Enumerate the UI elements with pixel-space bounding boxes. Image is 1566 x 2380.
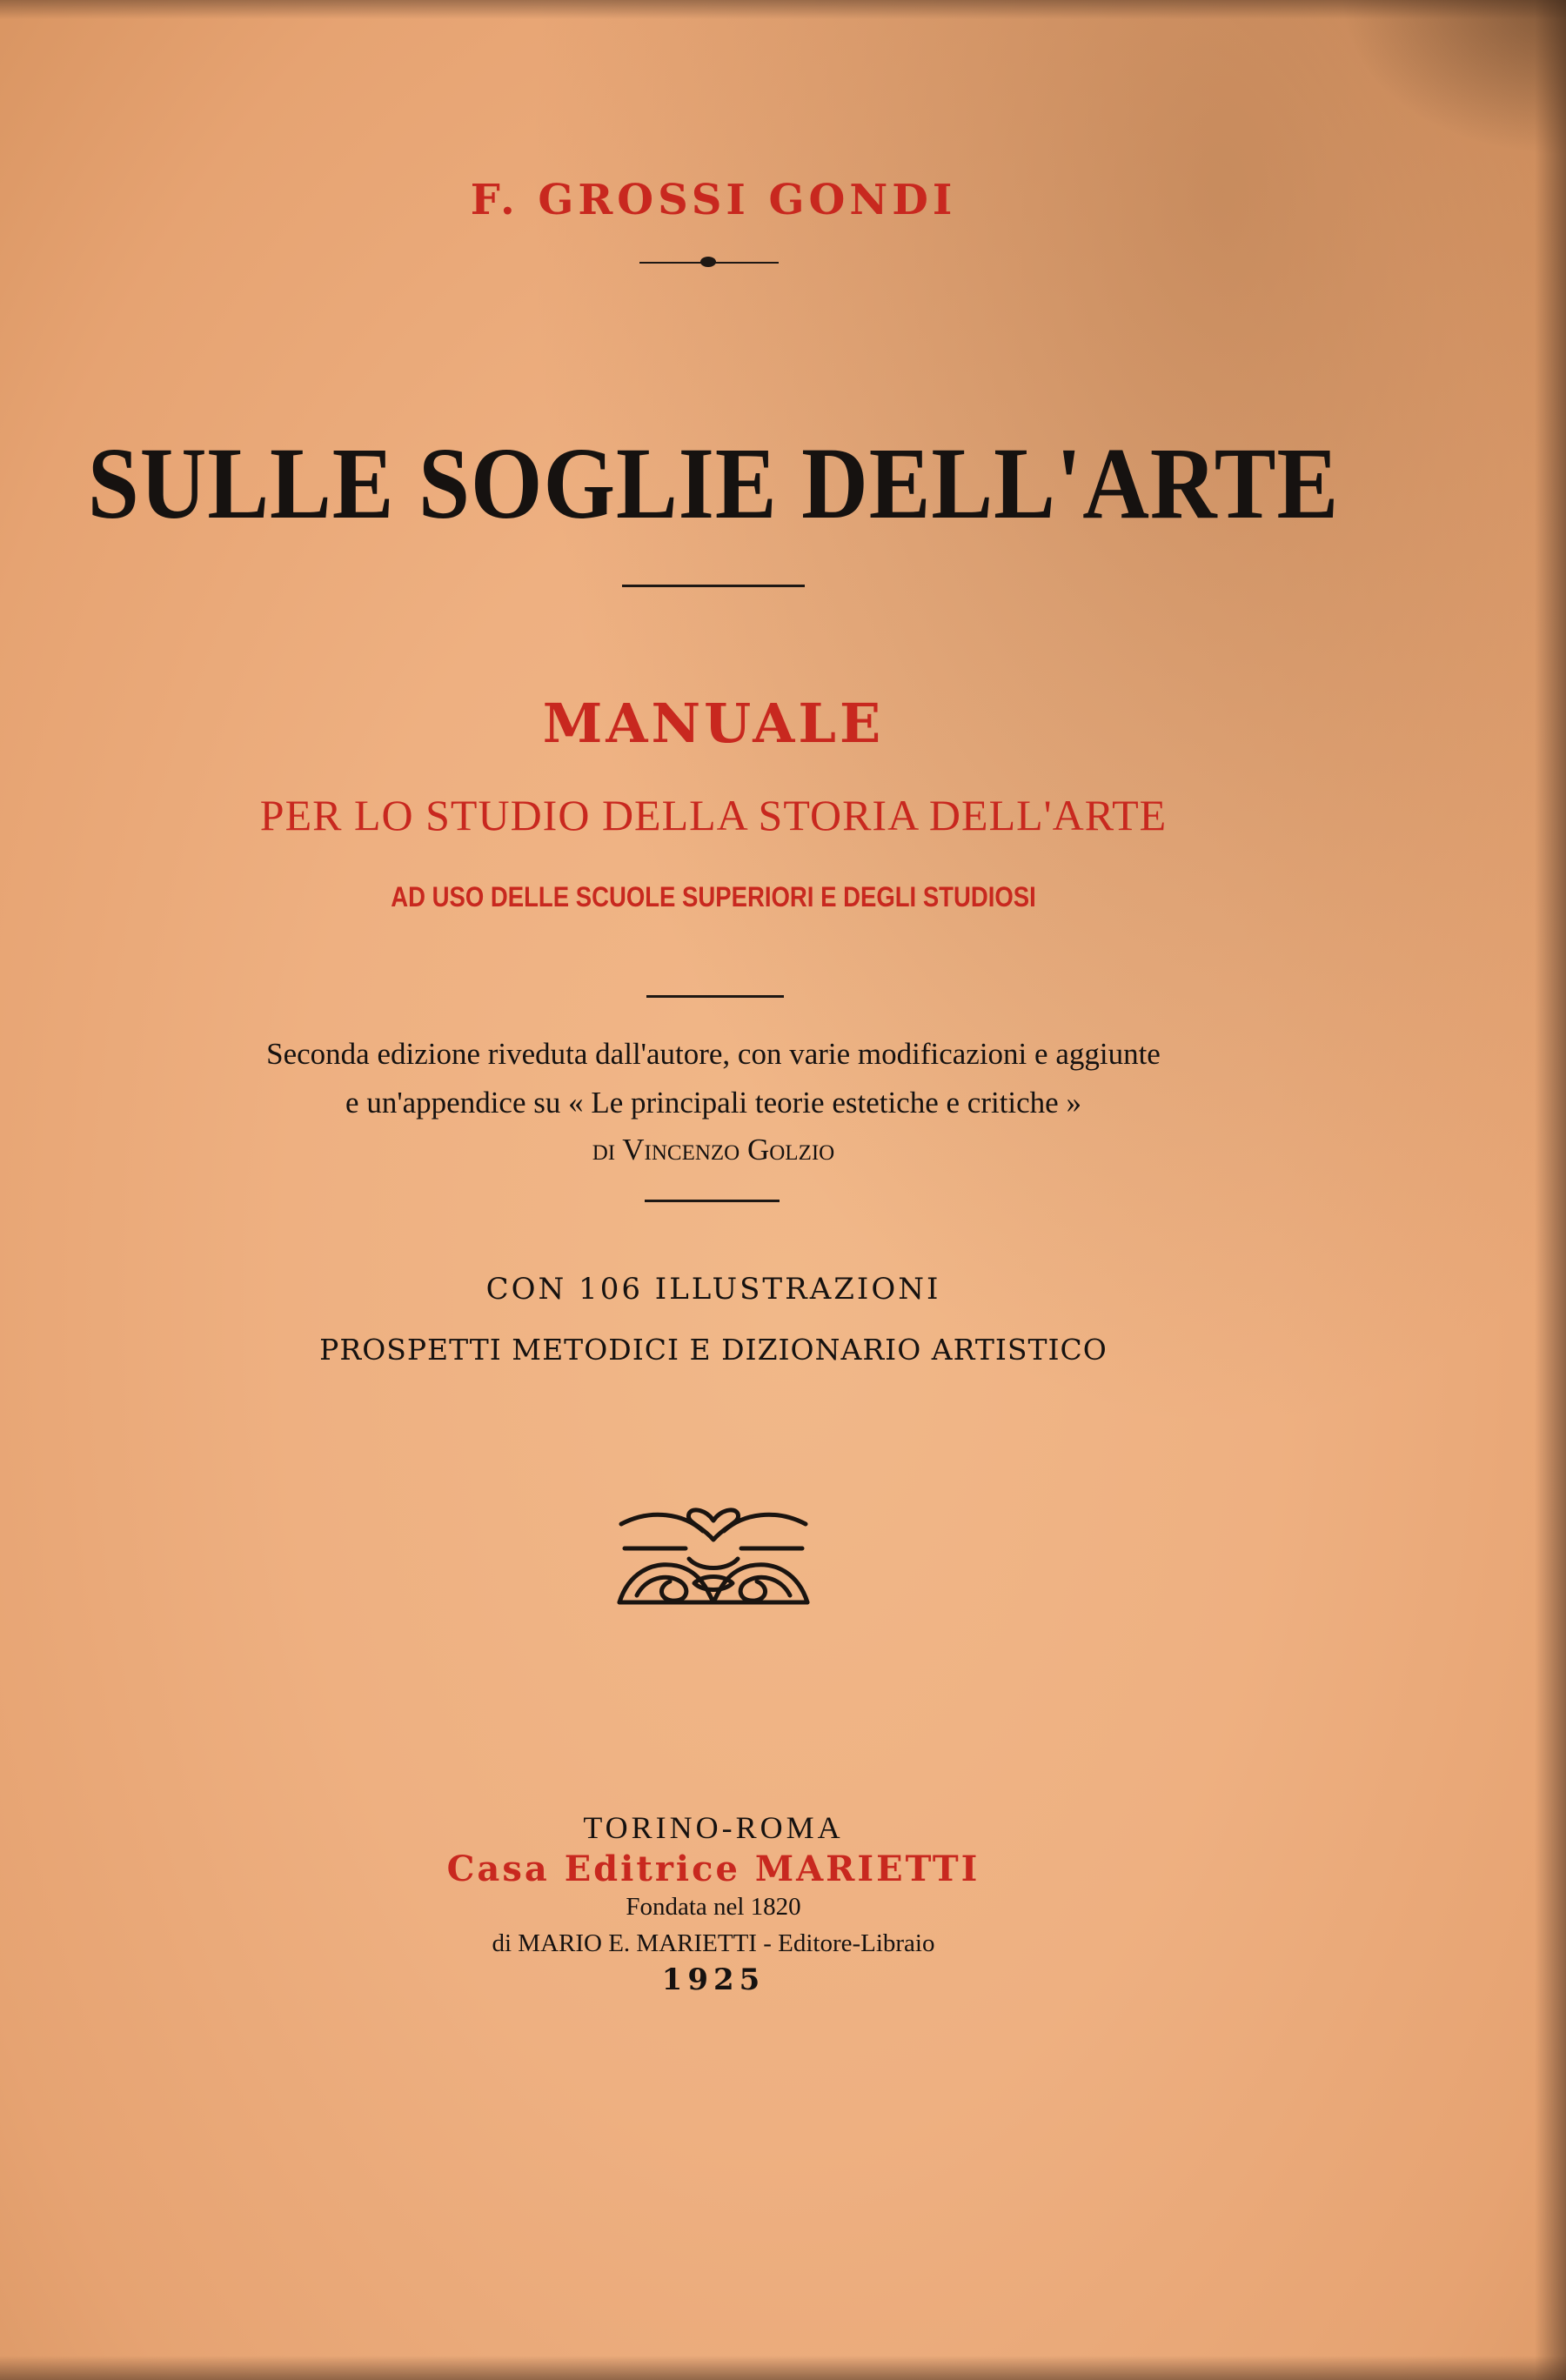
imprint-publisher: Casa Editrice MARIETTI: [446, 1849, 980, 1889]
bottom-edge-shadow: [0, 2356, 1566, 2380]
imprint-year: 1925: [661, 1962, 766, 1997]
author-name: F. GROSSI GONDI: [470, 176, 957, 224]
edition-line-2: e un'appendice su « Le principali teorie estetiche e critiche »: [345, 1086, 1081, 1120]
top-edge-shadow: [0, 0, 1566, 19]
subtitle-manuale: MANUALE: [542, 692, 885, 755]
art-nouveau-knot-ornament-icon: [616, 1505, 811, 1608]
subtitle-study-line: PER LO STUDIO DELLA STORIA DELL'ARTE: [259, 791, 1168, 839]
right-edge-shadow: [1535, 0, 1566, 2380]
subtitle-rule: [646, 995, 784, 998]
illustrations-line: CON 106 ILLUSTRAZIONI: [485, 1272, 941, 1307]
imprint-city: TORINO-ROMA: [583, 1810, 844, 1845]
imprint-owner: di MARIO E. MARIETTI - Editore-Libraio: [492, 1929, 935, 1957]
edition-rule: [645, 1200, 780, 1202]
subtitle-use-line: AD USO DELLE SCUOLE SUPERIORI E DEGLI STUDIOSI: [391, 881, 1036, 913]
book-title: SULLE SOGLIE DELL'ARTE: [87, 426, 1340, 540]
contents-line: PROSPETTI METODICI E DIZIONARIO ARTISTICO: [319, 1333, 1108, 1367]
corner-wear: [1340, 0, 1566, 157]
title-rule: [622, 585, 805, 587]
imprint-founded: Fondata nel 1820: [626, 1893, 801, 1921]
edition-line-3: di Vincenzo Golzio: [592, 1133, 835, 1167]
edition-line-1: Seconda edizione riveduta dall'autore, con varie modificazioni e aggiunte: [266, 1037, 1161, 1071]
